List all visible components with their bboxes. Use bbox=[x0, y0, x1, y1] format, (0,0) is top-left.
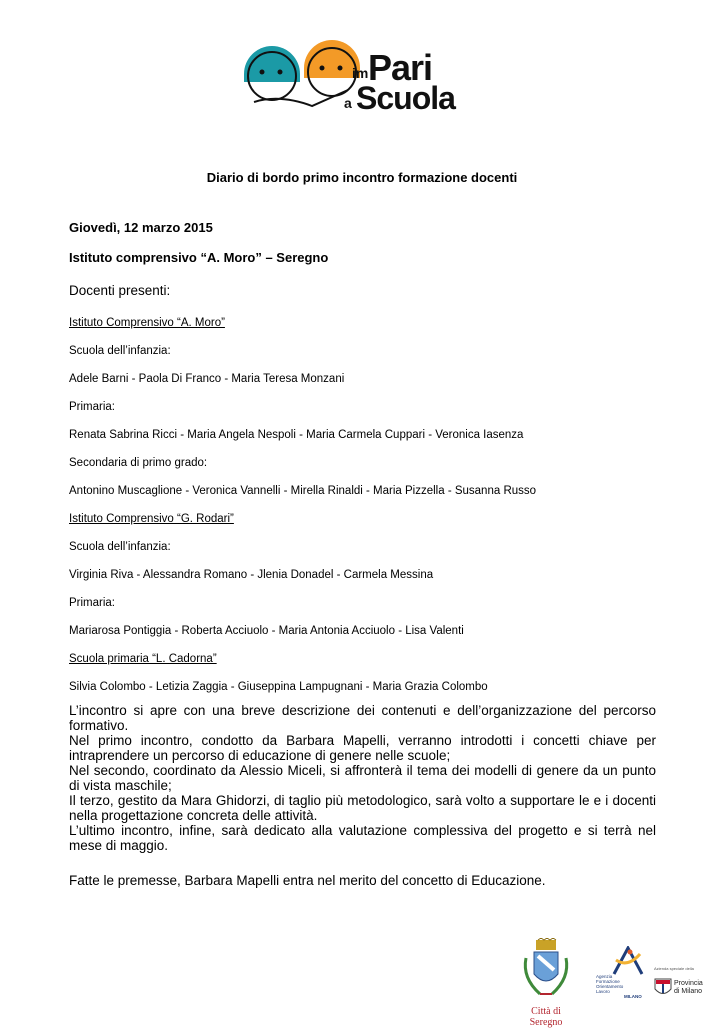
logo-word-im: im bbox=[352, 65, 369, 81]
provincia-label: Provincia di Milano bbox=[674, 980, 703, 995]
afol-city: MILANO bbox=[624, 994, 642, 999]
logo-word-a: a bbox=[344, 95, 352, 111]
afol-label: Agenzia Formazione Orientamento Lavoro bbox=[596, 974, 624, 994]
paragraph: L’ultimo incontro, infine, sarà dedicato alla valutazione complessiva del progetto e si terrà nel mese di maggio. bbox=[69, 823, 656, 853]
seregno-label: Città di Seregno bbox=[529, 1006, 563, 1028]
document-title: Diario di bordo primo incontro formazione docenti bbox=[206, 170, 518, 185]
closing-paragraph: Fatte le premesse, Barbara Mapelli entra nel merito del concetto di Educazione. bbox=[69, 873, 546, 888]
teacher-names: Mariarosa Pontiggia - Roberta Acciuolo - Maria Antonia Acciuolo - Lisa Valenti bbox=[69, 625, 464, 637]
afol-logo bbox=[596, 946, 648, 1004]
present-teachers-heading: Docenti presenti: bbox=[69, 283, 171, 298]
teacher-names: Antonino Muscaglione - Veronica Vannelli - Mirella Rinaldi - Maria Pizzella - Susanna Russo bbox=[69, 485, 537, 497]
section-label: Primaria: bbox=[69, 401, 116, 413]
seregno-logo bbox=[516, 938, 576, 1028]
section-label: Primaria: bbox=[69, 597, 116, 609]
provincia-shield-icon bbox=[654, 978, 672, 998]
meeting-date: Giovedì, 12 marzo 2015 bbox=[69, 220, 213, 235]
paragraph: Nel primo incontro, condotto da Barbara Mapelli, verranno introdotti i concetti chiave per intraprendere un percorso di educazione di genere nelle scuole; bbox=[69, 733, 656, 763]
logo-word-scuola: Scuola bbox=[356, 80, 455, 116]
provincia-milano-logo bbox=[652, 966, 712, 1006]
seregno-coat-of-arms-icon bbox=[516, 938, 576, 1004]
teacher-names: Virginia Riva - Alessandra Romano - Jlenia Donadel - Carmela Messina bbox=[69, 569, 434, 581]
teacher-names: Renata Sabrina Ricci - Maria Angela Nespoli - Maria Carmela Cuppari - Veronica Iasenza bbox=[69, 429, 524, 441]
school-name: Scuola primaria “L. Cadorna” bbox=[69, 653, 217, 665]
school-name: Istituto Comprensivo “G. Rodari” bbox=[69, 513, 234, 525]
section-label: Scuola dell’infanzia: bbox=[69, 541, 171, 553]
provincia-top-label: Azienda speciale della bbox=[654, 966, 694, 971]
paragraph: Il terzo, gestito da Mara Ghidorzi, di taglio più metodologico, sarà volto a supportare le e i docenti nella progettazione concreta delle attività. bbox=[69, 793, 656, 823]
school-name: Istituto Comprensivo “A. Moro” bbox=[69, 317, 225, 329]
institute-heading: Istituto comprensivo “A. Moro” – Seregno bbox=[69, 250, 329, 265]
impari-a-scuola-logo bbox=[240, 26, 464, 126]
section-label: Scuola dell’infanzia: bbox=[69, 345, 171, 357]
teacher-names: Silvia Colombo - Letizia Zaggia - Giuseppina Lampugnani - Maria Grazia Colombo bbox=[69, 681, 488, 693]
teacher-names: Adele Barni - Paola Di Franco - Maria Teresa Monzani bbox=[69, 373, 345, 385]
paragraph: L’incontro si apre con una breve descrizione dei contenuti e dell’organizzazione del percorso formativo. bbox=[69, 703, 656, 733]
intro-paragraphs bbox=[69, 703, 656, 853]
afol-mark-icon bbox=[596, 946, 648, 976]
section-label: Secondaria di primo grado: bbox=[69, 457, 208, 469]
paragraph: Nel secondo, coordinato da Alessio Miceli, si affronterà il tema dei modelli di genere da un punto di vista maschile; bbox=[69, 763, 656, 793]
logo-word-pari: Pari bbox=[368, 47, 433, 88]
